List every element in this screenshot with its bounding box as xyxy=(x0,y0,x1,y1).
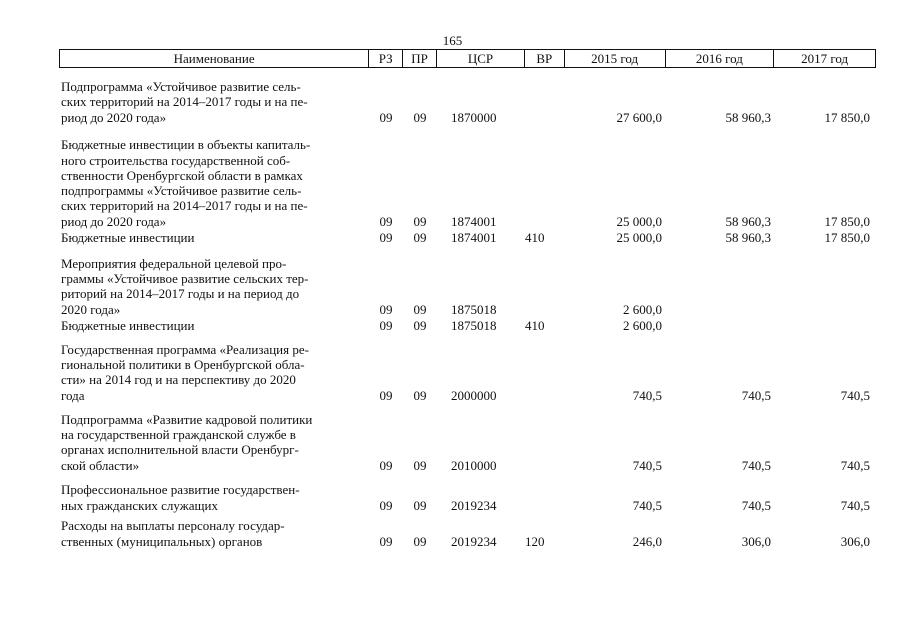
table-row xyxy=(61,229,876,245)
row-2015: 25 000,0 xyxy=(616,213,662,229)
row-pr: 09 xyxy=(413,301,427,317)
row-csr: 2000000 xyxy=(451,387,497,403)
row-rz: 09 xyxy=(379,533,393,549)
row-2015: 25 000,0 xyxy=(616,229,662,245)
row-pr: 09 xyxy=(413,317,427,333)
table-row xyxy=(61,333,876,403)
row-rz: 09 xyxy=(379,301,393,317)
row-2017: 17 850,0 xyxy=(824,109,870,125)
row-name: Бюджетные инвестиции xyxy=(61,229,195,245)
header-rz: РЗ xyxy=(369,50,403,67)
table-header xyxy=(59,49,876,68)
row-csr: 1875018 xyxy=(451,301,497,317)
row-pr: 09 xyxy=(413,497,427,513)
row-2017: 740,5 xyxy=(840,457,870,473)
header-2017: 2017 год xyxy=(801,50,849,66)
row-vr: 410 xyxy=(525,229,545,245)
row-rz: 09 xyxy=(379,109,393,125)
row-2015: 740,5 xyxy=(632,457,662,473)
row-pr: 09 xyxy=(413,457,427,473)
row-pr: 09 xyxy=(413,387,427,403)
row-csr: 2010000 xyxy=(451,457,497,473)
row-2016: 58 960,3 xyxy=(725,229,771,245)
row-2016: 740,5 xyxy=(741,387,771,403)
row-name: Подпрограмма «Устойчивое развитие сель- ских территорий на 2014–2017 годы и на пе- риод до 2020 года» xyxy=(61,79,308,125)
row-pr: 09 xyxy=(413,229,427,245)
row-rz: 09 xyxy=(379,457,393,473)
row-2017: 306,0 xyxy=(840,533,870,549)
row-rz: 09 xyxy=(379,497,393,513)
row-pr: 09 xyxy=(413,109,427,125)
row-pr: 09 xyxy=(413,533,427,549)
header-pr: ПР xyxy=(403,50,437,67)
table-row xyxy=(61,76,876,125)
row-rz: 09 xyxy=(379,387,393,403)
row-2015: 27 600,0 xyxy=(616,109,662,125)
row-2015: 246,0 xyxy=(632,533,662,549)
row-csr: 1874001 xyxy=(451,229,497,245)
row-csr: 1870000 xyxy=(451,109,497,125)
header-vr: ВР xyxy=(525,50,565,67)
row-2016: 306,0 xyxy=(741,533,771,549)
row-2016: 740,5 xyxy=(741,457,771,473)
table-row xyxy=(61,317,876,333)
row-2016: 740,5 xyxy=(741,497,771,513)
row-name: Подпрограмма «Развитие кадровой политики на государственной гражданской службе в органах исполнительной власти Оренбург- ской области» xyxy=(61,411,313,473)
table-row xyxy=(61,473,876,513)
row-vr: 410 xyxy=(525,317,545,333)
table-row xyxy=(61,245,876,317)
row-name: Государственная программа «Реализация ре- гиональной политики в Оренбургской обла- сти» на 2014 год и на перспективу до 2020 года xyxy=(61,341,309,403)
row-2016: 58 960,3 xyxy=(725,109,771,125)
row-2015: 740,5 xyxy=(632,497,662,513)
header-2015: 2015 год xyxy=(565,50,666,67)
row-2016: 58 960,3 xyxy=(725,213,771,229)
table-row xyxy=(61,125,876,229)
row-csr: 1874001 xyxy=(451,213,497,229)
header-2016: 2016 год xyxy=(666,50,775,67)
row-2017: 740,5 xyxy=(840,497,870,513)
row-name: Мероприятия федеральной целевой про- граммы «Устойчивое развитие сельских тер- риторий на 2014–2017 годы и на период до 2020 года» xyxy=(61,255,309,317)
row-rz: 09 xyxy=(379,317,393,333)
row-pr: 09 xyxy=(413,213,427,229)
row-2015: 2 600,0 xyxy=(623,317,662,333)
row-2015: 2 600,0 xyxy=(623,301,662,317)
row-vr: 120 xyxy=(525,533,545,549)
row-name: Расходы на выплаты персоналу государ- ственных (муниципальных) органов xyxy=(61,518,285,549)
row-name: Профессиональное развитие государствен- ных гражданских служащих xyxy=(61,482,300,513)
row-2017: 17 850,0 xyxy=(824,229,870,245)
table-body xyxy=(61,76,876,549)
row-2017: 740,5 xyxy=(840,387,870,403)
row-name: Бюджетные инвестиции xyxy=(61,317,195,333)
table-row xyxy=(61,403,876,473)
table-row xyxy=(61,513,876,549)
header-name: Наименование xyxy=(60,50,369,67)
row-2015: 740,5 xyxy=(632,387,662,403)
row-2017: 17 850,0 xyxy=(824,213,870,229)
page-number: 165 xyxy=(442,33,463,48)
header-csr: ЦСР xyxy=(437,50,525,67)
row-rz: 09 xyxy=(379,213,393,229)
row-name: Бюджетные инвестиции в объекты капиталь- ного строительства государственной соб- ственности Оренбургской области в рамках подпрограммы «Устойчивое развитие сель- ских территорий на 2014–2017 годы и на пе- риод до 2020 года» xyxy=(61,137,311,229)
row-csr: 2019234 xyxy=(451,533,497,549)
row-rz: 09 xyxy=(379,229,393,245)
row-csr: 2019234 xyxy=(451,497,497,513)
row-csr: 1875018 xyxy=(451,317,497,333)
